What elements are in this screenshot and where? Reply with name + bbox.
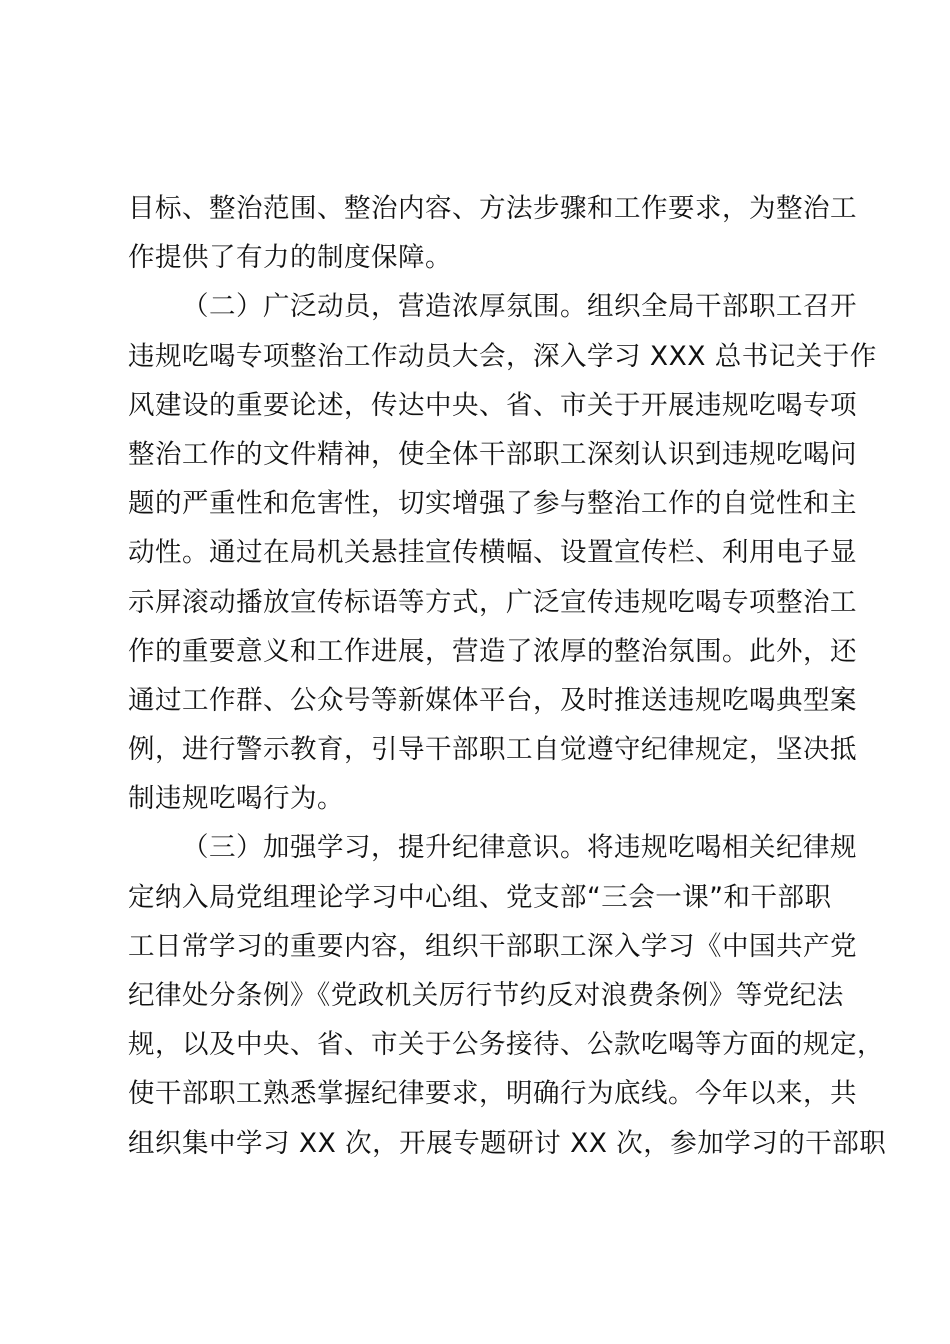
body-line: 通过工作群、公众号等新媒体平台，及时推送违规吃喝典型案 <box>128 684 857 716</box>
body-line: 纪律处分条例》《党政机关厉行节约反对浪费条例》等党纪法 <box>128 980 844 1011</box>
section-heading-line: （二）广泛动员，营造浓厚氛围。组织全局干部职工召开 <box>182 291 857 323</box>
body-line: 风建设的重要论述，传达中央、省、市关于开展违规吃喝专项 <box>128 389 857 421</box>
body-line: 规，以及中央、省、市关于公务接待、公款吃喝等方面的规定， <box>128 1029 884 1061</box>
body-line: 组织集中学习 XX 次，开展专题研讨 XX 次，参加学习的干部职 <box>128 1127 887 1159</box>
body-line: 示屏滚动播放宣传标语等方式，广泛宣传违规吃喝专项整治工 <box>128 586 857 618</box>
body-line: 违规吃喝专项整治工作动员大会，深入学习 XXX 总书记关于作 <box>128 340 877 372</box>
body-line: 使干部职工熟悉掌握纪律要求，明确行为底线。今年以来，共 <box>128 1078 857 1110</box>
body-line: 整治工作的文件精神，使全体干部职工深刻认识到违规吃喝问 <box>128 438 857 470</box>
body-line: 定纳入局党组理论学习中心组、党支部“三会一课”和干部职 <box>128 881 832 913</box>
section-heading-line: （三）加强学习，提升纪律意识。将违规吃喝相关纪律规 <box>182 832 857 864</box>
body-line: 目标、整治范围、整治内容、方法步骤和工作要求，为整治工 <box>128 193 857 224</box>
body-line: 例，进行警示教育，引导干部职工自觉遵守纪律规定，坚决抵 <box>128 734 857 766</box>
body-line: 作的重要意义和工作进展，营造了浓厚的整治氛围。此外，还 <box>128 635 857 667</box>
body-line: 制违规吃喝行为。 <box>128 783 344 815</box>
document-body <box>128 184 887 1168</box>
body-line: 题的严重性和危害性，切实增强了参与整治工作的自觉性和主 <box>128 488 857 520</box>
body-line: 工日常学习的重要内容，组织干部职工深入学习《中国共产党 <box>128 930 857 962</box>
body-line: 作提供了有力的制度保障。 <box>128 242 452 274</box>
body-line: 动性。通过在局机关悬挂宣传横幅、设置宣传栏、利用电子显 <box>128 537 857 569</box>
